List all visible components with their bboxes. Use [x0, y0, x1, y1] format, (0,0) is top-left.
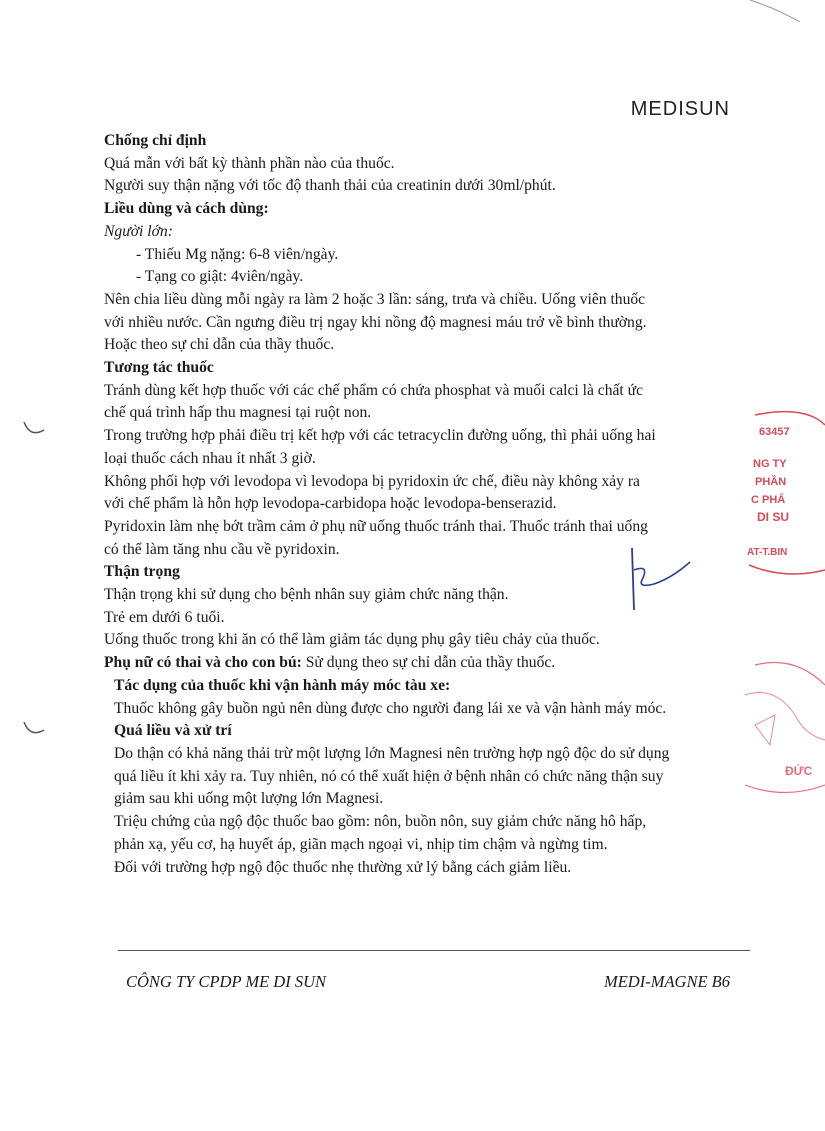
stamp-text: DI SU	[757, 510, 790, 524]
signature-mark	[620, 540, 700, 620]
section-heading: Thận trọng	[104, 563, 180, 581]
text-line: Thận trọng khi sử dụng cho bệnh nhân suy giảm chức năng thận.	[104, 586, 509, 604]
pregnancy-line	[104, 652, 744, 675]
document-body	[104, 130, 744, 879]
text-line: Uống thuốc trong khi ăn có thể làm giảm tác dụng phụ gây tiêu chảy của thuốc.	[104, 631, 600, 649]
section-heading: Liều dùng và cách dùng:	[104, 200, 269, 218]
section-heading: Tương tác thuốc	[104, 359, 214, 377]
text-line: Trẻ em dưới 6 tuổi.	[104, 608, 225, 626]
footer-product: MEDI-MAGNE B6	[603, 972, 730, 991]
page-corner-fold	[740, 0, 800, 30]
punch-hole-icon	[18, 712, 48, 742]
text-line: có thể làm tăng nhu cầu về pyridoxin.	[104, 540, 340, 558]
section-heading: Quá liều và xử trí	[114, 722, 232, 740]
text-line: Pyridoxin làm nhẹ bớt trầm cảm ở phụ nữ uống thuốc tránh thai. Thuốc tránh thai uống	[104, 517, 648, 535]
section-lines-2	[104, 675, 744, 879]
stamp-text: C PHẨ	[751, 494, 786, 506]
text-line: loại thuốc cách nhau ít nhất 3 giờ.	[104, 449, 316, 467]
stamp-text: ĐỨC	[785, 764, 813, 778]
text-line: Tránh dùng kết hợp thuốc với các chế phẩm có chứa phosphat và muối calci là chất ức	[104, 381, 644, 399]
text-line: Nên chia liều dùng mỗi ngày ra làm 2 hoặc 3 lần: sáng, trưa và chiều. Uống viên thuốc	[104, 290, 646, 308]
text-line: Đối với trường hợp ngộ độc thuốc nhẹ thường xử lý bằng cách giảm liều.	[114, 858, 572, 876]
text-line: Người suy thận nặng với tốc độ thanh thải của creatinin dưới 30ml/phút.	[104, 177, 556, 195]
text-line: với chế phẩm là hỗn hợp levodopa-carbidopa hoặc levodopa-benserazid.	[104, 495, 557, 513]
section-heading: Tác dụng của thuốc khi vận hành máy móc tàu xe:	[114, 676, 451, 694]
text-line: - Thiếu Mg nặng: 6-8 viên/ngày.	[136, 245, 339, 263]
section-heading: Chống chỉ định	[104, 132, 207, 149]
stamp-text: 63457	[759, 426, 790, 438]
text-line: Triệu chứng của ngộ độc thuốc bao gồm: nôn, buồn nôn, suy giảm chức năng hô hấp,	[114, 813, 647, 831]
text-line: quá liều ít khi xảy ra. Tuy nhiên, nó có thể xuất hiện ở bệnh nhân có chức năng thận suy	[114, 767, 664, 785]
text-line: Quá mẫn với bất kỳ thành phần nào của thuốc.	[104, 154, 395, 172]
pregnancy-text: Sử dụng theo sự chỉ dẫn của thầy thuốc.	[301, 654, 556, 672]
text-line: phản xạ, yếu cơ, hạ huyết áp, giãn mạch ngoại vi, nhịp tim chậm và ngừng tim.	[114, 835, 608, 853]
punch-hole-icon	[18, 412, 48, 442]
pregnancy-label: Phụ nữ có thai và cho con bú:	[104, 654, 302, 672]
text-line: Hoặc theo sự chỉ dẫn của thầy thuốc.	[104, 336, 335, 354]
text-line: Người lớn:	[104, 222, 173, 240]
text-line: - Tạng co giật: 4viên/ngày.	[136, 268, 304, 286]
footer-company: CÔNG TY CPDP ME DI SUN	[126, 972, 327, 991]
text-line: với nhiều nước. Cần ngưng điều trị ngay khi nồng độ magnesi máu trở về bình thường.	[104, 313, 647, 331]
text-line: giảm sau khi uống một lượng lớn Magnesi.	[114, 790, 384, 808]
text-line: Trong trường hợp phải điều trị kết hợp với các tetracyclin đường uống, thì phải uống hai	[104, 427, 656, 445]
text-line: Thuốc không gây buồn ngủ nên dùng được cho người đang lái xe và vận hành máy móc.	[114, 699, 667, 717]
text-line: Do thận có khả năng thải trừ một lượng lớn Magnesi nên trường hợp ngộ độc do sử dụng	[114, 744, 670, 762]
footer-divider	[118, 950, 750, 951]
stamp-text: AT-T.BIN	[747, 547, 788, 558]
company-stamp	[745, 405, 825, 585]
brand-logo: MEDISUN	[630, 98, 730, 120]
stamp-text: PHẦN	[755, 476, 787, 488]
text-line: chế quá trình hấp thu magnesi tại ruột non.	[104, 404, 372, 422]
company-stamp-lower	[735, 655, 825, 805]
stamp-text: NG TY	[753, 458, 787, 470]
text-line: Không phối hợp với levodopa vì levodopa bị pyridoxin ức chế, điều này không xảy ra	[104, 472, 640, 490]
